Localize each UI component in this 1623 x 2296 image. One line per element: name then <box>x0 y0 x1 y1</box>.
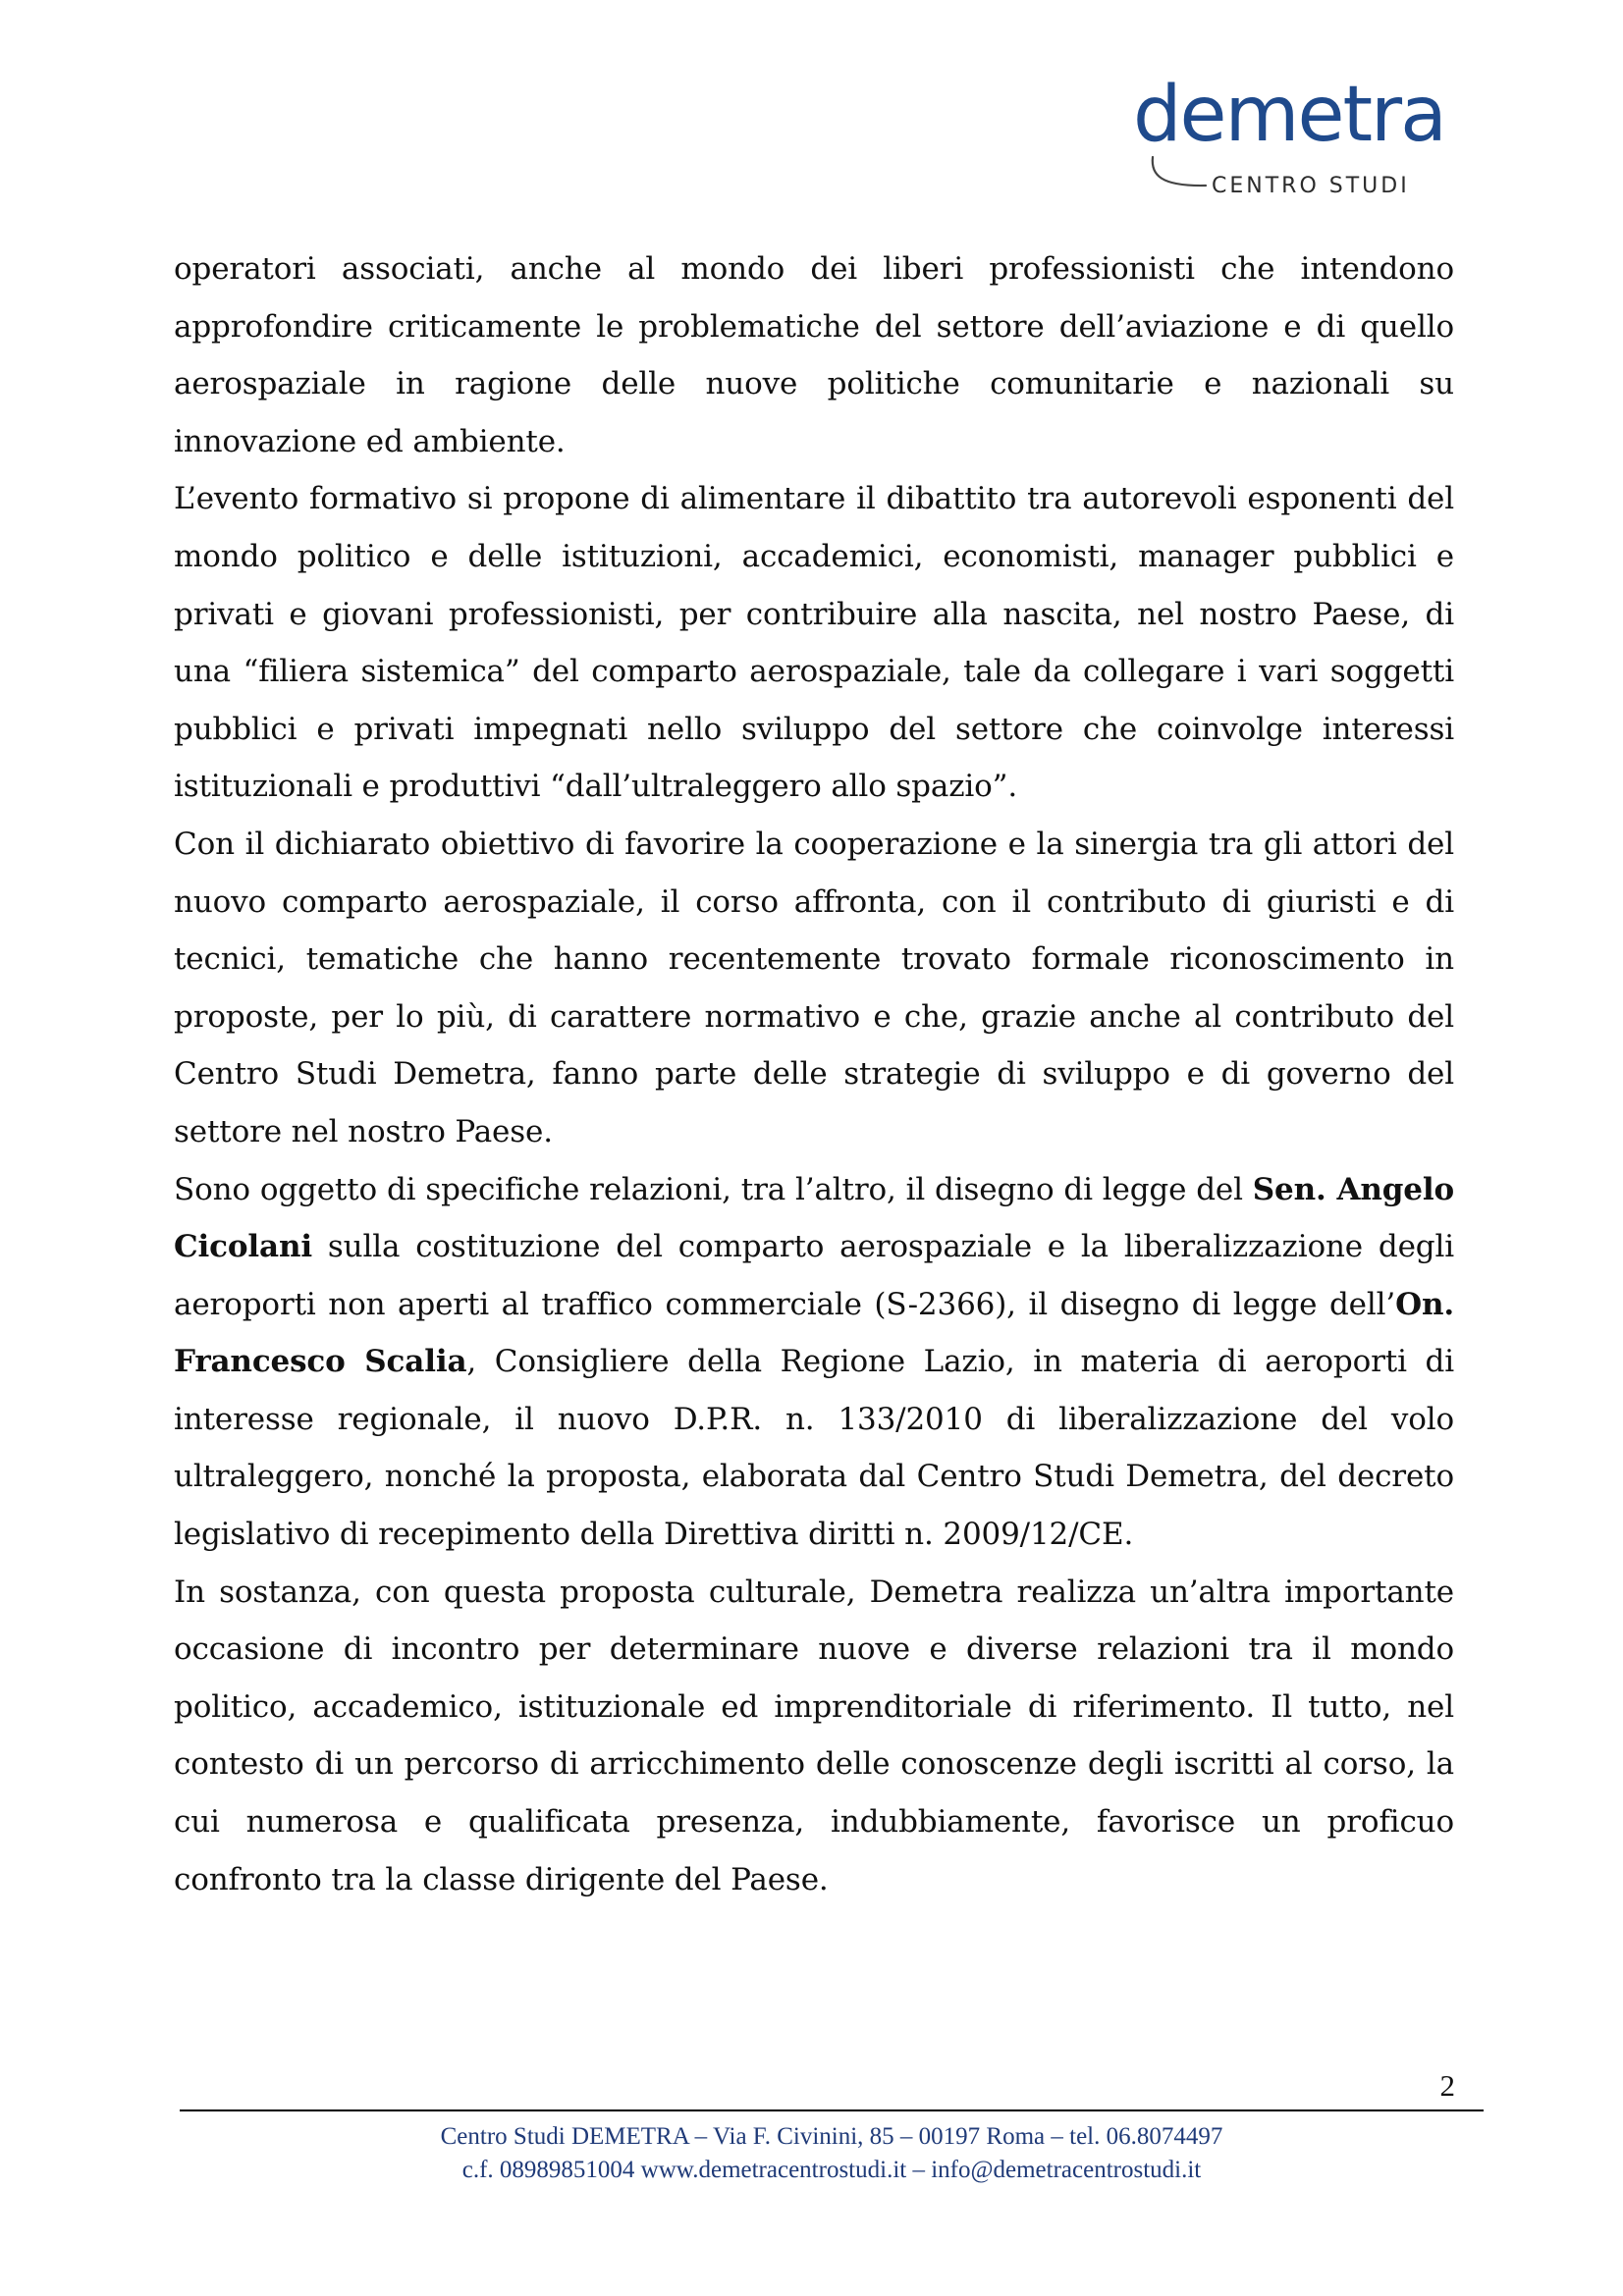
document-body <box>174 240 1454 1908</box>
demetra-logo <box>1109 71 1463 204</box>
senator-name: Sen. Angelo Cicolani <box>174 1171 1454 1265</box>
footer-divider <box>180 2109 1484 2111</box>
paragraph-4-text-a: Sono oggetto di specifiche relazioni, tra l’altro, il disegno di legge del <box>174 1171 1253 1207</box>
paragraph-4 <box>174 1161 1454 1564</box>
footer <box>180 2120 1484 2187</box>
paragraph-4-text-c: sulla costituzione del comparto aerospaziale e la liberalizzazione degli aeroporti non aperti al traffico commerciale (S-2366), il disegno di legge dell’ <box>174 1229 1454 1322</box>
footer-contacts: c.f. 08989851004 www.demetracentrostudi.it – info@demetracentrostudi.it <box>461 2157 1202 2183</box>
paragraph-2: L’evento formativo si propone di alimentare il dibattito tra autorevoli esponenti del mondo politico e delle istituzioni, accademici, economisti, manager pubblici e privati e giovani professionisti, per contribuire alla nascita, nel nostro Paese, di una “filiera sistemica” del comparto aerospaziale, tale da collegare i vari soggetti pubblici e privati impegnati nello sviluppo del settore che coinvolge interessi istituzionali e produttivi “dall’ultraleggero allo spazio”. <box>174 481 1454 805</box>
councillor-name: On. Francesco Scalia <box>174 1286 1454 1380</box>
paragraph-5: In sostanza, con questa proposta culturale, Demetra realizza un’altra importante occasione di incontro per determinare nuove e diverse relazioni tra il mondo politico, accademico, istituzionale ed imprenditoriale di riferimento. Il tutto, nel contesto di un percorso di arricchimento delle conoscenze degli iscritti al corso, la cui numerosa e qualificata presenza, indubbiamente, favorisce un proficuo confronto tra la classe dirigente del Paese. <box>174 1574 1454 1897</box>
page-number: 2 <box>1439 2068 1455 2103</box>
logo-wordmark: demetra <box>1133 71 1445 159</box>
footer-address: Centro Studi DEMETRA – Via F. Civinini, 85 – 00197 Roma – tel. 06.8074497 <box>440 2123 1223 2150</box>
paragraph-3: Con il dichiarato obiettivo di favorire la cooperazione e la sinergia tra gli attori del nuovo comparto aerospaziale, il corso affronta, con il contributo di giuristi e di tecnici, tematiche che hanno recentemente trovato formale riconoscimento in proposte, per lo più, di carattere normativo e che, grazie anche al contributo del Centro Studi Demetra, fanno parte delle strategie di sviluppo e di governo del settore nel nostro Paese. <box>174 826 1454 1149</box>
logo-subtitle: CENTRO STUDI <box>1212 174 1410 198</box>
paragraph-1: operatori associati, anche al mondo dei liberi professionisti che intendono approfondire criticamente le problematiche del settore dell’aviazione e di quello aerospaziale in ragione delle nuove politiche comunitarie e nazionali su innovazione ed ambiente. <box>174 251 1454 459</box>
paragraph-4-text-e: , Consigliere della Regione Lazio, in materia di aeroporti di interesse regionale, il nuovo D.P.R. n. 133/2010 di liberalizzazione del volo ultraleggero, nonché la proposta, elaborata dal Centro Studi Demetra, del decreto legislativo di recepimento della Direttiva diritti n. 2009/12/CE. <box>174 1344 1454 1553</box>
